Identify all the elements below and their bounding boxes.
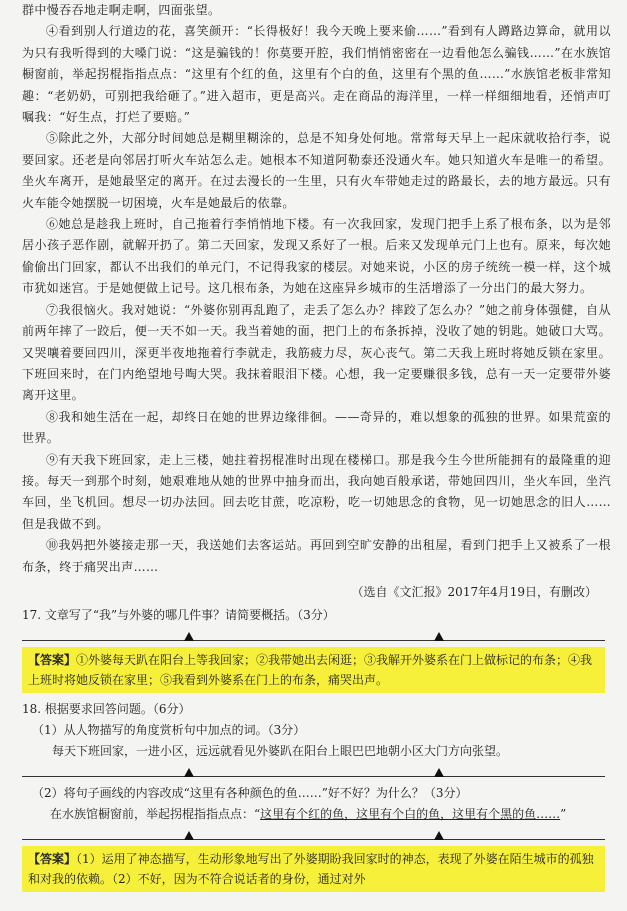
paragraph-4: ④看到别人行道边的花，喜笑颜开：“长得极好！我今天晚上要来偷……”看到有人蹲路边算命，就用以为只有我听得到的大嗓门说：“这是骗钱的！你莫要开腔，我们悄悄密密在一边看他怎么骗钱……”在水族馆橱窗前，举起拐棍指指点点：“这里有个红的鱼，这里有个白的鱼，这里有个黑的鱼……”水族馆老板非常知趣：“老奶奶，可别把我给砸了。”进入超市，更是高兴。走在商品的海洋里，一样一样细细地看，还悄声叮嘱我：“好生点，打烂了要赔。” [22,24,611,125]
triangle-marker-icon [184,632,194,641]
answer-17 [22,647,605,693]
triangle-marker-icon [184,768,194,777]
question-18: 18. 根据要求回答问题。（6分） [22,701,191,716]
quote-close: ” [560,806,567,821]
question-18-1: （1）从人物描写的角度赏析句中加点的词。（3分） [32,722,306,737]
paragraph-9: ⑨有天我下班回家，走上三楼，她拄着拐棍准时出现在楼梯口。那是我今生今世所能拥有的最隆重的迎接。每天一到那个时刻，她艰难地从她的世界中抽身而出，我向她百般承诺，带她回四川，坐火车回，坐汽车回，坐飞机回。想尽一切办法回。回去吃甘蔗，吃凉粉，吃一切她思念的食物，见一切她思念的旧人……但是我做不到。 [22,452,611,531]
question-17: 17. 文章写了“我”与外婆的哪几件事？请简要概括。（3分） [22,607,335,622]
answer-tag: 【答案】 [28,851,77,866]
answer-text: （1）运用了神态描写，生动形象地写出了外婆期盼我回家时的神态，表现了外婆在陌生城市的孤独和对我的依赖。（2）不好，因为不符合说话者的身份，通过对外 [28,851,594,886]
question-18-1-quote: 每天下班回家，一进小区，远远就看见外婆趴在阳台上眼巴巴地朝小区大门方向张望。 [52,743,509,758]
paragraph-10: ⑩我妈把外婆接走那一天，我送她们去客运站。再回到空旷安静的出租屋，看到门把手上又被系了一根布条，终于痛哭出声…… [22,538,611,574]
answer-line-18-2 [22,825,605,840]
answer-line-17 [22,626,605,641]
paragraph-6: ⑥她总是趁我上班时，自己拖着行李悄悄地下楼。有一次我回家，发现门把手上系了根布条，以为是邻居小孩子恶作剧，就解开扔了。第二天回家，发现又系好了一根。后来又发现单元门上也有。原来，每次她偷偷出门回家，都认不出我们的单元门，不记得我家的楼层。对她来说，小区的房子统统一模一样，这个城市犹如迷宫。于是她便做上记号。这几根布条，为她在这座异乡城市的生活增添了一分出门的最大努力。 [22,217,611,296]
answer-tag: 【答案】 [28,652,77,667]
paragraph-0: 群中慢吞吞地走啊走啊，四面张望。 [22,3,221,17]
quote-lead: 在水族馆橱窗前，举起拐棍指指点点：“ [50,806,261,821]
triangle-marker-icon [184,831,194,840]
question-18-2: （2）将句子画线的内容改成“这里有各种颜色的鱼……”好不好？为什么？（3分） [32,785,468,800]
source-citation: （选自《文汇报》2017年4月19日，有删改） [351,584,597,599]
answer-text: ①外婆每天趴在阳台上等我回家；②我带她出去闲逛；③我解开外婆系在门上做标记的布条；④我上班时将她反锁在家里；⑤我看到外婆系在门上的布条，痛哭出声。 [28,652,593,687]
paragraph-5: ⑤除此之外，大部分时间她总是糊里糊涂的，总是不知身处何地。常常每天早上一起床就收拾行李，说要回家。还老是向邻居打听火车站怎么走。她根本不知道阿勒泰还没通火车。她只知道火车是唯一的希望。坐火车离开，是她最坚定的离开。在过去漫长的一生里，只有火车带她走过的路最长，去的地方最远。只有火车能令她摆脱一切困境，火车是她最后的依靠。 [22,131,611,210]
answer-line-18-1 [22,762,605,777]
answer-18 [22,846,605,892]
paragraph-8: ⑧我和她生活在一起，却终日在她的世界边缘徘徊。——奇异的，难以想象的孤独的世界。如果荒蛮的世界。 [22,409,611,446]
paragraph-7: ⑦我很恼火。我对她说：“外婆你别再乱跑了，走丢了怎么办？摔跤了怎么办？”她之前身体强健，自从前两年摔了一跤后，便一天不如一天。我当着她的面，把门上的布条拆掉，没收了她的钥匙。她破口大骂。又哭嚷着要回四川，深更半夜地拖着行李就走，我筋疲力尽，灰心丧气。第二天我上班时将她反锁在家里。下班回来时，在门内绝望地号啕大哭。我抹着眼泪下楼。心想，我一定要赚很多钱，总有一天一定要带外婆离开这里。 [22,302,611,403]
question-18-2-quote [22,804,611,825]
quote-underlined: 这里有个红的鱼，这里有个白的鱼，这里有个黑的鱼…… [260,806,561,821]
triangle-marker-icon [434,831,444,840]
triangle-marker-icon [434,768,444,777]
triangle-marker-icon [434,632,444,641]
